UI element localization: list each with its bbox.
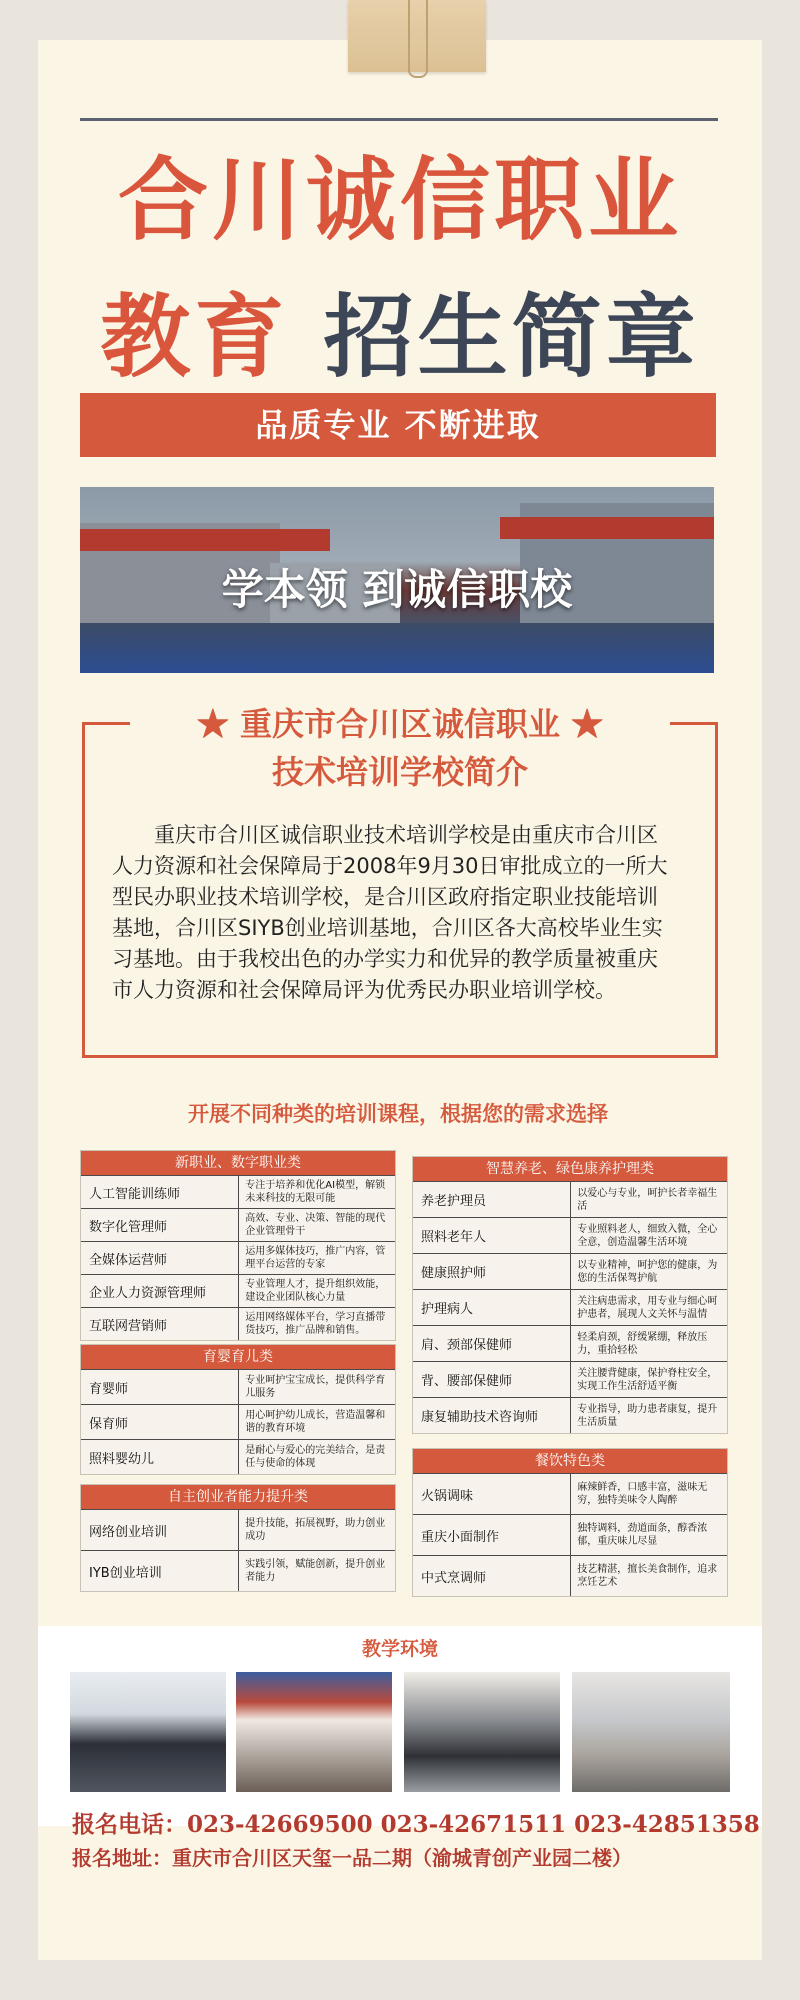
course-description: 运用多媒体技巧，推广内容，管理平台运营的专家	[245, 1246, 386, 1270]
course-name: 背、腰部保健师	[413, 1362, 571, 1397]
course-name: IYB创业培训	[81, 1551, 239, 1591]
tape-clip-decoration	[348, 0, 486, 72]
course-description: 专业指导，助力患者康复，提升生活质量	[577, 1403, 718, 1428]
course-name: 网络创业培训	[81, 1510, 239, 1550]
contact-address: 报名地址：重庆市合川区天玺一品二期（渝城青创产业园二楼）	[72, 1846, 632, 1870]
environment-title: 教学环境	[361, 1638, 438, 1660]
table-row	[81, 1439, 395, 1474]
course-name: 养老护理员	[413, 1182, 571, 1217]
table-childcare	[80, 1344, 396, 1475]
classroom-photo-2	[236, 1672, 392, 1792]
course-name: 护理病人	[413, 1290, 571, 1325]
table-row	[413, 1325, 727, 1361]
intro-title-line2: 技术培训学校简介	[271, 753, 528, 791]
course-description: 技艺精湛，擅长美食制作，追求烹饪艺术	[577, 1564, 718, 1588]
course-description: 提升技能，拓展视野，助力创业成功	[245, 1518, 386, 1542]
course-name: 全媒体运营师	[81, 1242, 239, 1274]
courses-subtitle: 开展不同种类的培训课程，根据您的需求选择	[188, 1102, 608, 1126]
course-description: 独特调料，劲道面条，醇香浓郁，重庆味儿尽显	[577, 1523, 708, 1547]
title-line2-red: 教育	[100, 284, 289, 390]
training-room-photo	[404, 1672, 560, 1792]
course-name: 保育师	[81, 1405, 239, 1439]
course-name: 肩、颈部保健师	[413, 1326, 571, 1361]
course-name: 企业人力资源管理师	[81, 1275, 239, 1307]
table-row	[413, 1397, 727, 1433]
table-row	[81, 1404, 395, 1439]
contact-phone: 报名电话：023-42669500 023-42671511 023-42851358	[72, 1811, 760, 1838]
table-row	[81, 1550, 395, 1591]
table-row	[81, 1509, 395, 1550]
course-description: 专业呵护宝宝成长，提供科学育儿服务	[245, 1375, 386, 1399]
course-description: 用心呵护幼儿成长，营造温馨和谐的教育环境	[245, 1410, 386, 1434]
table-row	[413, 1514, 727, 1555]
table-header: 育婴育儿类	[81, 1345, 395, 1369]
title-line2-dark: 招生简章	[323, 284, 700, 390]
table-row	[413, 1253, 727, 1289]
table-row	[413, 1473, 727, 1514]
table-row	[413, 1181, 727, 1217]
title-line2	[70, 282, 730, 392]
course-description: 以爱心与专业，呵护长者幸福生活	[577, 1187, 718, 1212]
course-description: 运用网络媒体平台，学习直播带货技巧，推广品牌和销售。	[245, 1312, 386, 1336]
table-row	[413, 1555, 727, 1596]
course-name: 康复辅助技术咨询师	[413, 1398, 571, 1433]
table-elderly-care	[412, 1156, 728, 1434]
course-name: 重庆小面制作	[413, 1515, 571, 1555]
course-name: 照料老年人	[413, 1218, 571, 1253]
table-header: 自主创业者能力提升类	[81, 1485, 395, 1509]
kitchen-classroom-photo	[572, 1672, 730, 1792]
table-row	[81, 1369, 395, 1404]
course-name: 育婴师	[81, 1370, 239, 1404]
table-header: 智慧养老、绿色康养护理类	[413, 1157, 727, 1181]
table-row	[81, 1175, 395, 1208]
course-name: 火锅调味	[413, 1474, 571, 1514]
course-description: 专注于培养和优化AI模型，解锁未来科技的无限可能	[245, 1180, 386, 1204]
table-entrepreneur	[80, 1484, 396, 1592]
table-row	[413, 1217, 727, 1253]
school-building-photo	[80, 487, 714, 673]
course-description: 轻柔肩颈，舒缓紧绷，释放压力，重拾轻松	[577, 1331, 708, 1356]
course-description: 以专业精神，呵护您的健康，为您的生活保驾护航	[577, 1259, 718, 1284]
table-header: 餐饮特色类	[413, 1449, 727, 1473]
divider	[80, 118, 718, 121]
intro-title-line1: ★ 重庆市合川区诚信职业 ★	[196, 705, 604, 743]
course-description: 关注病患需求，用专业与细心呵护患者，展现人文关怀与温情	[577, 1295, 718, 1320]
table-row	[81, 1241, 395, 1274]
table-header: 新职业、数字职业类	[81, 1151, 395, 1175]
course-name: 中式烹调师	[413, 1556, 571, 1596]
slogan-banner: 品质专业 不断进取	[80, 393, 716, 457]
table-row	[81, 1274, 395, 1307]
course-name: 健康照护师	[413, 1254, 571, 1289]
title-line1: 合川诚信职业	[118, 147, 682, 253]
course-name: 数字化管理师	[81, 1209, 239, 1241]
intro-text: 重庆市合川区诚信职业技术培训学校是由重庆市合川区人力资源和社会保障局于2008年9月30日审批成立的一所大型民办职业技术培训学校，是合川区政府指定职业技能培训基地，合川区SIYB创业培训基地，合川区各大高校毕业生实习基地。由于我校出色的办学实力和优异的教学质量被重庆市人力资源和社会保障局评为优秀民办职业培训学校。	[112, 823, 668, 1002]
table-row	[81, 1307, 395, 1340]
course-description: 实践引领，赋能创新，提升创业者能力	[245, 1559, 386, 1583]
course-description: 麻辣鲜香，口感丰富，滋味无穷，独特美味令人陶醉	[577, 1482, 708, 1506]
table-row	[413, 1361, 727, 1397]
course-description: 关注腰背健康，保护脊柱安全，实现工作生活舒适平衡	[577, 1367, 718, 1392]
table-row	[81, 1208, 395, 1241]
photo-caption: 学本领 到诚信职校	[221, 565, 573, 614]
course-description: 是耐心与爱心的完美结合，是责任与使命的体现	[245, 1445, 386, 1469]
course-name: 互联网营销师	[81, 1308, 239, 1340]
course-description: 专业管理人才，提升组织效能，建设企业团队核心力量	[245, 1279, 386, 1303]
table-row	[413, 1289, 727, 1325]
course-description: 专业照料老人，细致入微，全心全意，创造温馨生活环境	[577, 1223, 718, 1248]
course-description: 高效、专业、决策、智能的现代企业管理骨干	[245, 1213, 386, 1237]
course-name: 照料婴幼儿	[81, 1440, 239, 1474]
intro-title	[130, 700, 670, 796]
classroom-photo-1	[70, 1672, 226, 1792]
table-new-digital-jobs	[80, 1150, 396, 1341]
course-name: 人工智能训练师	[81, 1176, 239, 1208]
table-catering	[412, 1448, 728, 1597]
